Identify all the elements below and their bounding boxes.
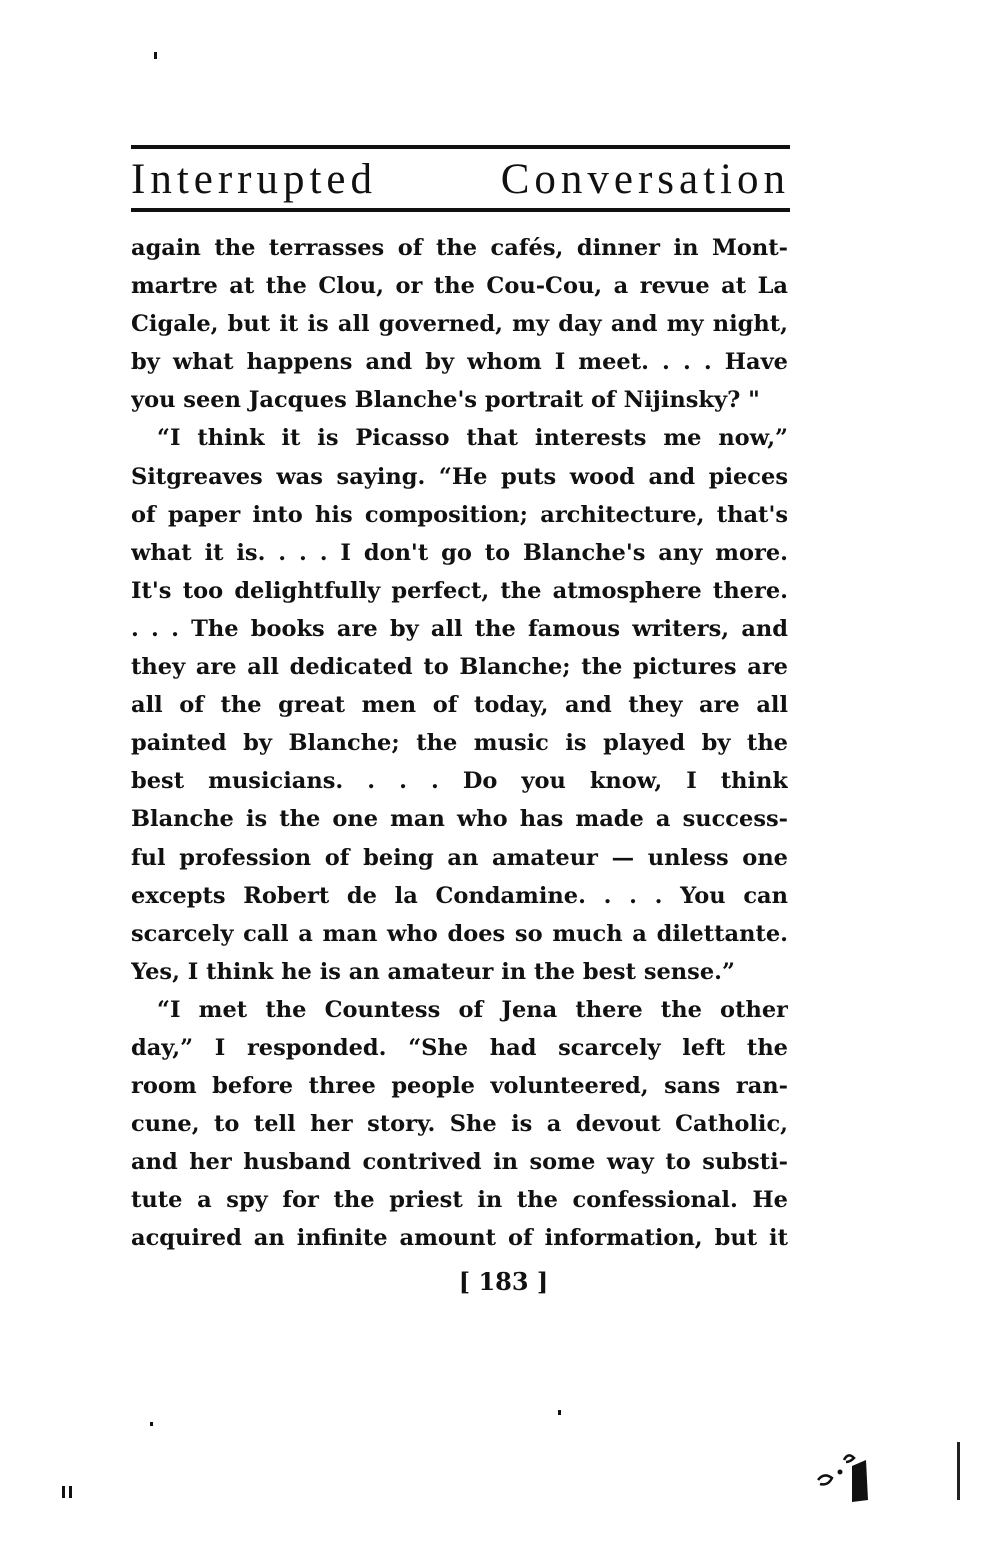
text-line: of paper into his composition; architecture, that's [131,501,788,528]
text-line: best musicians. . . . Do you know, I think [131,768,788,795]
header-rule-top [131,145,790,149]
text-line: day,” I responded. “She had scarcely left the [131,1034,788,1061]
running-head-word-2: Conversation [500,156,790,203]
text-line: excepts Robert de la Condamine. . . . You can [131,882,788,909]
running-head [131,152,790,208]
body-text [131,229,788,1258]
scan-speck [558,1410,561,1415]
text-line: Blanche is the one man who has made a success- [131,806,788,833]
text-line: ful profession of being an amateur — unless one [131,844,788,871]
text-line: scarcely call a man who does so much a dilettante. [131,920,788,947]
text-line: tute a spy for the priest in the confessional. He [131,1187,788,1214]
text-line: room before three people volunteered, sans ran- [131,1073,788,1100]
scan-speck [154,52,157,59]
text-line: and her husband contrived in some way to substi- [131,1149,788,1176]
text-line: what it is. . . . I don't go to Blanche's any more. [131,539,788,566]
text-line: Cigale, but it is all governed, my day and my night, [131,311,788,338]
library-stamp-icon [814,1440,876,1506]
text-line: you seen Jacques Blanche's portrait of Nijinsky? " [131,387,760,414]
scan-speck [69,1486,72,1498]
page-number: [ 183 ] [458,1267,549,1296]
text-line: again the terrasses of the cafés, dinner in Mont- [131,235,788,261]
text-line: they are all dedicated to Blanche; the pictures are [131,654,788,681]
margin-bar [957,1442,960,1500]
text-line: acquired an infinite amount of information, but it [131,1225,788,1252]
text-line: by what happens and by whom I meet. . . . Have [131,349,788,376]
text-line: Yes, I think he is an amateur in the best sense.” [131,958,735,985]
text-line: Sitgreaves was saying. “He puts wood and pieces [131,463,788,490]
text-line: cune, to tell her story. She is a devout Catholic, [131,1111,788,1138]
text-line: “I think it is Picasso that interests me now,” [157,425,788,452]
text-line: “I met the Countess of Jena there the other [157,996,788,1023]
scan-speck [150,1422,153,1426]
text-line: all of the great men of today, and they are all [131,692,788,719]
running-head-word-1: Interrupted [131,156,378,203]
text-line: martre at the Clou, or the Cou-Cou, a revue at La [131,273,788,300]
text-line: . . . The books are by all the famous writers, and [131,615,788,642]
text-line: It's too delightfully perfect, the atmosphere there. [131,577,788,604]
header-rule-bottom [131,208,790,212]
scan-speck [62,1486,65,1498]
text-line: painted by Blanche; the music is played by the [131,730,788,757]
